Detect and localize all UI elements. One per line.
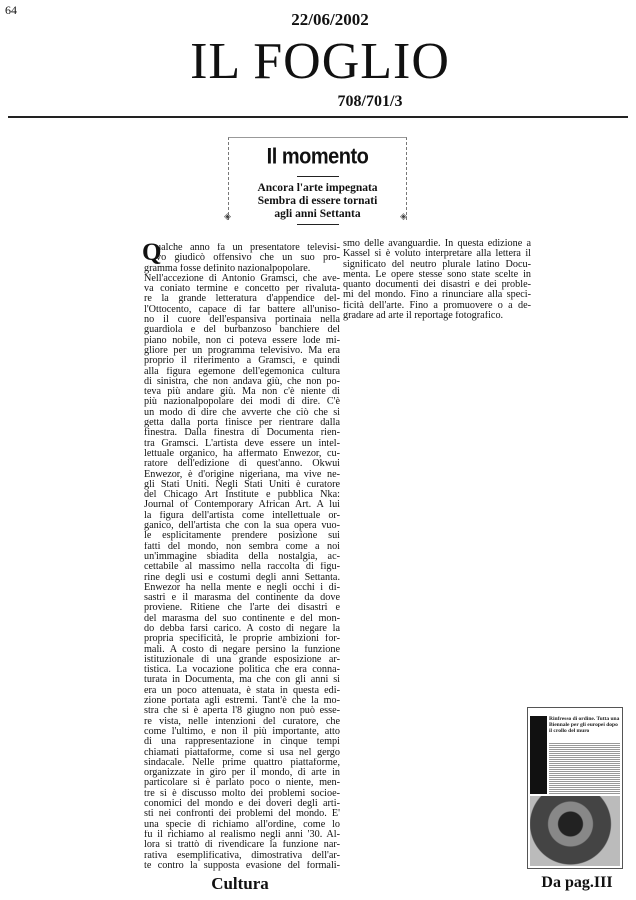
article-line: te contro la supposta evasione del formali- <box>144 860 340 871</box>
diamond-ornament-icon: ◈ <box>224 211 231 221</box>
title-divider <box>297 176 339 177</box>
article-line: l'Ottocento, capace di far battere all'uniso- <box>144 304 340 315</box>
article-column-1 <box>142 239 340 871</box>
article-line: sti nei confronti dei problemi del mondo. E' <box>144 809 340 820</box>
page-thumbnail <box>527 707 623 869</box>
article-line: tre si è discusso molto dei problemi socioe- <box>144 788 340 799</box>
article-line: gramma fosse definito nazionalpopolare. <box>144 263 311 274</box>
article-line: di una rappresentazione in cinque tempi <box>144 737 340 748</box>
article-line: getta dalla porta finisce per rientrare dalla <box>144 418 340 429</box>
publication-date: 22/06/2002 <box>291 10 369 29</box>
article-line: re la grande letteratura d'appendice del- <box>144 294 340 305</box>
header-divider <box>8 116 628 118</box>
column-header-box <box>224 137 407 221</box>
article-line: do debba farsi carico. A costo di negare la <box>144 623 340 634</box>
article-line: Journal of Contemporary African Art. A lui <box>144 500 340 511</box>
article-line: piano nobile, non ci poteva essere lode mi- <box>144 335 340 346</box>
article-line: turata in Documenta, ma che con gli anni si <box>144 675 340 686</box>
article-line: sastri e il marasma del continente da dove <box>144 593 340 604</box>
article-line: significato del neutro plurale latino Docu- <box>343 259 531 270</box>
article-line: Nell'accezione di Antonio Gramsci, che ave- <box>144 273 340 284</box>
article-line: quanto documenti dei disastri e dei proble- <box>343 280 531 291</box>
article-line: ficità dell'arte. Fino a promuovere o a de- <box>343 300 531 311</box>
masthead: IL FOGLIO <box>190 33 450 90</box>
article-column-2 <box>343 239 531 321</box>
subtitle-line: Ancora l'arte impegnata <box>257 182 378 194</box>
page-number: 64 <box>5 3 17 17</box>
article-line: sindacale. Nelle prime quattro piattaforme, <box>144 757 340 768</box>
article-line: no il cuore dell'espansiva portinaia nella <box>144 315 340 326</box>
article-line: gli Stati Uniti. Negli Stati Uniti è curatore <box>144 479 340 490</box>
article-line: mali. A costo di negare persino la funzione <box>144 644 340 655</box>
drop-cap: Q <box>142 239 162 266</box>
article-line: lora si trattò di rivendicare la funzione nar- <box>144 840 340 851</box>
article-line: va coniato termine e concetto per rivaluta- <box>144 284 340 295</box>
article-line: mi del mondo. Fino a rinunciare alla speci- <box>343 290 531 301</box>
article-line: organizzate in giro per il mondo, di arte in <box>144 768 340 779</box>
article-line: era un poco attenuata, è stata in questa edi- <box>144 685 340 696</box>
clipping-code: 708/701/3 <box>337 93 403 110</box>
column-title: Il momento <box>266 144 369 170</box>
article-line: propria specificità, le proprie ambizioni for- <box>144 634 340 645</box>
article-line: conomici del mondo e dei doveri degli arti- <box>144 799 340 810</box>
thumbnail-text <box>549 742 620 794</box>
article-line: proviene. Ritiene che l'arte dei disastri e <box>144 603 340 614</box>
article-line: zione portata agli estremi. Tant'è che la mo- <box>144 696 340 707</box>
article-line: guardiola e del burbanzoso banchiere del <box>144 325 340 336</box>
article-line: un modo di dire che avverte che ciò che si <box>144 407 340 418</box>
article-line: tra Gramsci. L'artista deve essere un intel- <box>144 438 340 449</box>
article-line: ratore dell'edizione di quest'anno. Okwui <box>144 459 340 470</box>
article-line: ualche anno fa un presentatore televisi- <box>156 243 340 253</box>
article-line: di sinistra, che non andava giù, che non po- <box>144 376 340 387</box>
article-line: lettuale organico, ha affermato Enwezor, cu- <box>144 448 340 459</box>
article-line: un'immagine sbiadita della nostalgia, ac- <box>144 551 340 562</box>
article-line: teva più andare giù. Ma non c'è niente di <box>144 387 340 398</box>
subtitle-line: agli anni Settanta <box>274 208 361 220</box>
article-line: proprio il riferimento a Gramsci, e quindi <box>144 356 340 367</box>
article-line: re vista, nelle intenzioni del curatore, che <box>144 716 340 727</box>
article-line: menta. Le opere stesse sono state scelte in <box>343 269 531 280</box>
article-line: una specie di richiamo all'ordine, come lo <box>144 819 340 830</box>
article-line: alla figura egemone dell'egemonica cultura <box>144 366 340 377</box>
article-line: tistica. La vocazione politica che era conna- <box>144 665 340 676</box>
diamond-ornament-icon: ◈ <box>400 211 407 221</box>
article-line: la figura dell'artista come intellettuale or- <box>144 510 340 521</box>
subtitle-divider <box>297 224 339 225</box>
article-line: particolare si è parlato poco o niente, men- <box>144 778 340 789</box>
article-line: fatti del mondo, non sembra come a noi <box>144 541 340 552</box>
thumbnail-caption: Da pag.III <box>541 874 613 891</box>
article-line: Enwezor ha nella mente e negli occhi i di- <box>144 582 340 593</box>
article-line: istituzionale di una grande esposizione ar- <box>144 654 340 665</box>
article-line: rativa esemplificativa, dimostrativa dell'ar- <box>144 850 340 861</box>
article-line: Kassel si è voluto interpretare alla lettera il <box>343 249 531 260</box>
article-line: ganico, dell'artista che con la sua opera vuo- <box>144 521 340 532</box>
article-line: fu il richiamo al realismo negli anni '30. Al- <box>144 829 340 840</box>
article-line: Enwezor, è d'origine nigeriana, ma vive ne- <box>144 469 340 480</box>
thumbnail-photo <box>530 796 620 866</box>
article-line: più nazionalpopolare dei modi di dire. C'è <box>144 397 340 408</box>
article-line: cettabile al massimo nella raccolta di figu- <box>144 562 340 573</box>
article-line: vo giudicò offensivo che un suo pro- <box>156 253 340 264</box>
article-line: smo delle avanguardie. In questa edizione a <box>343 239 531 249</box>
article-line: come l'ultimo, e non il più importante, atto <box>144 726 340 737</box>
article-line: le esplicitamente prendere posizione sui <box>144 531 340 542</box>
article-line: finestra. Dalla finestra di Documenta rien- <box>144 428 340 439</box>
section-label: Cultura <box>211 874 269 893</box>
article-line: rine degli usi e costumi degli anni Settanta. <box>144 572 340 583</box>
thumbnail-headline: Rinfresso di ordine. Tutta una Biennale per gli europei dopo il crollo del muro <box>549 716 620 734</box>
article-line: stra che si è aperta l'8 giugno non può esse- <box>144 706 340 717</box>
article-line: gradare ad arte il reportage fotografico. <box>343 311 504 322</box>
thumbnail-black-block <box>530 716 547 794</box>
article-line: gliore per un programma televisivo. Ma era <box>144 345 340 356</box>
article-line: del Chicago Art Institute e pubblica Nka: <box>144 490 340 501</box>
subtitle-line: Sembra di essere tornati <box>257 195 378 207</box>
article-line: del marasma del suo continente e del mon- <box>144 613 340 624</box>
article-line: chiamati piattaforme, come si usa nel gergo <box>144 747 340 758</box>
